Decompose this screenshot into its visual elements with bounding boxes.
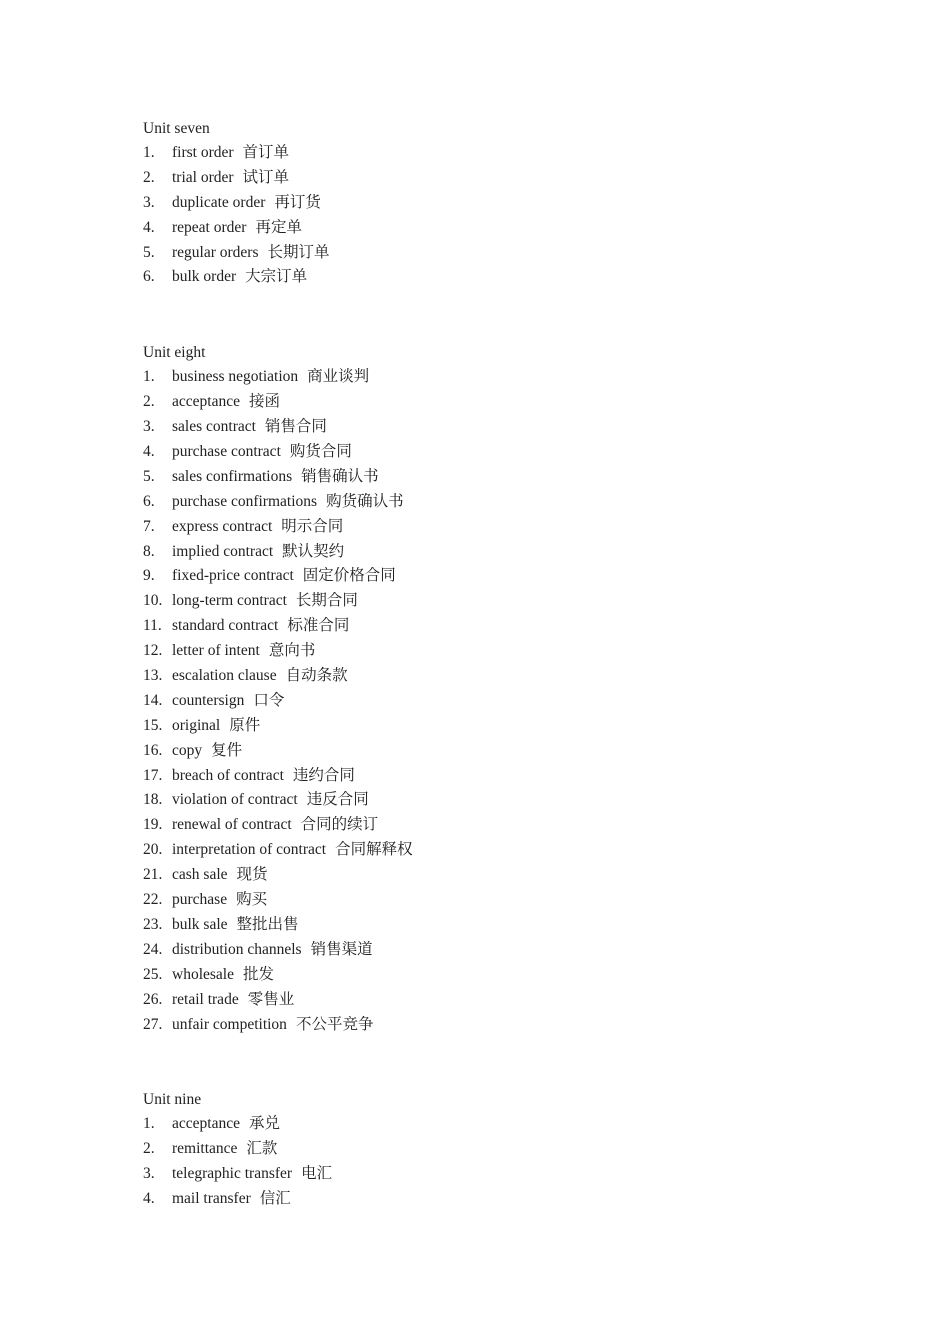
term-chinese: 商业谈判	[307, 368, 370, 386]
term-number: 3.	[143, 418, 155, 436]
term-row	[143, 589, 843, 614]
term-row	[143, 465, 843, 490]
term-number: 6.	[143, 268, 155, 286]
term-english: mail transfer	[172, 1190, 251, 1208]
term-row	[143, 440, 843, 465]
term-english: wholesale	[172, 965, 234, 983]
term-row	[143, 166, 843, 191]
term-number: 16.	[143, 741, 163, 759]
term-chinese: 承兑	[248, 1115, 280, 1133]
term-chinese: 违反合同	[306, 791, 369, 809]
term-english: purchase confirmations	[172, 492, 318, 510]
term-chinese: 自动条款	[285, 667, 348, 685]
term-row	[143, 1187, 843, 1212]
term-english: regular orders	[172, 243, 259, 261]
term-english: distribution channels	[172, 940, 302, 958]
term-english: escalation clause	[172, 667, 277, 685]
term-english: countersign	[172, 691, 245, 709]
term-chinese: 合同解释权	[335, 841, 413, 859]
term-row	[143, 888, 843, 913]
term-chinese: 不公平竞争	[295, 1015, 374, 1033]
term-english: purchase contract	[172, 443, 281, 461]
term-chinese: 购货确认书	[326, 492, 404, 510]
term-number: 25.	[143, 965, 163, 983]
term-row	[143, 1162, 843, 1187]
term-english: sales contract	[172, 418, 256, 436]
term-chinese: 整批出售	[236, 915, 299, 933]
term-number: 19.	[143, 816, 163, 834]
term-chinese: 意向书	[268, 642, 316, 660]
term-chinese: 零售业	[247, 990, 295, 1008]
term-row	[143, 739, 843, 764]
term-row	[143, 141, 843, 166]
term-number: 26.	[143, 990, 163, 1008]
term-number: 7.	[143, 517, 155, 535]
term-number: 24.	[143, 940, 163, 958]
term-chinese: 口令	[253, 691, 285, 709]
term-chinese: 原件	[229, 716, 261, 734]
term-english: bulk order	[172, 268, 237, 286]
term-chinese: 违约合同	[292, 766, 355, 784]
term-number: 23.	[143, 915, 163, 933]
term-row	[143, 813, 843, 838]
term-english: standard contract	[172, 617, 279, 635]
unit-section	[143, 116, 843, 290]
term-english: copy	[172, 741, 203, 759]
term-row	[143, 515, 843, 540]
term-english: express contract	[172, 517, 273, 535]
term-number: 15.	[143, 716, 163, 734]
term-row	[143, 664, 843, 689]
term-english: letter of intent	[172, 642, 260, 660]
term-chinese: 默认契约	[282, 542, 345, 560]
term-english: renewal of contract	[172, 816, 292, 834]
term-row	[143, 714, 843, 739]
term-chinese: 明示合同	[281, 517, 344, 535]
term-number: 27.	[143, 1015, 163, 1033]
term-row	[143, 963, 843, 988]
term-english: acceptance	[172, 393, 240, 411]
term-row	[143, 1137, 843, 1162]
term-number: 10.	[143, 592, 163, 610]
term-number: 9.	[143, 567, 155, 585]
term-chinese: 接函	[248, 393, 280, 411]
term-row	[143, 390, 843, 415]
term-row	[143, 614, 843, 639]
term-row	[143, 689, 843, 714]
term-chinese: 销售合同	[264, 418, 327, 436]
term-row	[143, 764, 843, 789]
term-number: 3.	[143, 1165, 155, 1183]
term-number: 1.	[143, 368, 155, 386]
term-number: 4.	[143, 1190, 155, 1208]
term-chinese: 固定价格合同	[302, 567, 396, 585]
term-number: 18.	[143, 791, 163, 809]
term-row	[143, 490, 843, 515]
term-row	[143, 988, 843, 1013]
term-row	[143, 639, 843, 664]
term-chinese: 首订单	[242, 144, 290, 161]
unit-section	[143, 1087, 843, 1212]
term-english: cash sale	[172, 866, 228, 884]
term-chinese: 批发	[242, 965, 274, 983]
term-row	[143, 564, 843, 589]
term-row	[143, 838, 843, 863]
term-english: retail trade	[172, 990, 239, 1008]
term-english: bulk sale	[172, 915, 228, 933]
term-row	[143, 863, 843, 888]
term-row	[143, 216, 843, 241]
term-english: telegraphic transfer	[172, 1165, 293, 1183]
term-english: duplicate order	[172, 193, 266, 211]
term-list	[143, 365, 843, 1037]
term-english: violation of contract	[172, 791, 298, 809]
term-chinese: 电汇	[301, 1165, 333, 1183]
term-english: long-term contract	[172, 592, 287, 610]
term-number: 2.	[143, 168, 155, 186]
term-chinese: 长期合同	[295, 592, 358, 610]
term-number: 11.	[143, 617, 162, 635]
term-number: 13.	[143, 667, 163, 685]
term-english: repeat order	[172, 218, 247, 236]
term-english: remittance	[172, 1140, 238, 1158]
term-english: unfair competition	[172, 1015, 287, 1033]
term-number: 4.	[143, 218, 155, 236]
term-chinese: 合同的续订	[300, 816, 379, 834]
term-row	[143, 1112, 843, 1137]
term-number: 5.	[143, 467, 155, 485]
term-number: 17.	[143, 766, 163, 784]
term-number: 14.	[143, 691, 163, 709]
term-row	[143, 540, 843, 565]
document-page	[143, 116, 843, 1212]
term-number: 5.	[143, 243, 155, 261]
term-english: interpretation of contract	[172, 841, 327, 859]
term-chinese: 信汇	[259, 1190, 291, 1208]
term-number: 4.	[143, 443, 155, 461]
term-english: breach of contract	[172, 766, 284, 784]
term-chinese: 现货	[236, 866, 268, 884]
term-chinese: 再订货	[274, 193, 321, 211]
term-english: implied contract	[172, 542, 274, 560]
term-number: 1.	[143, 144, 155, 161]
term-row	[143, 191, 843, 216]
term-english: acceptance	[172, 1115, 240, 1133]
unit-section	[143, 340, 843, 1037]
term-number: 2.	[143, 393, 155, 411]
term-row	[143, 788, 843, 813]
term-number: 3.	[143, 193, 155, 211]
term-chinese: 销售渠道	[310, 940, 373, 958]
unit-title: Unit eight	[143, 344, 206, 362]
term-number: 12.	[143, 642, 163, 660]
term-chinese: 大宗订单	[245, 268, 308, 286]
term-chinese: 长期订单	[267, 243, 330, 261]
term-english: original	[172, 716, 221, 734]
unit-title: Unit nine	[143, 1091, 202, 1109]
term-row	[143, 241, 843, 266]
term-english: sales confirmations	[172, 467, 293, 485]
term-row	[143, 365, 843, 390]
term-row	[143, 1013, 843, 1038]
term-chinese: 汇款	[246, 1140, 278, 1158]
term-number: 8.	[143, 542, 155, 560]
term-number: 20.	[143, 841, 163, 859]
term-number: 2.	[143, 1140, 155, 1158]
term-english: business negotiation	[172, 368, 299, 386]
term-row	[143, 415, 843, 440]
term-chinese: 销售确认书	[301, 467, 379, 485]
term-number: 6.	[143, 492, 155, 510]
term-row	[143, 938, 843, 963]
term-english: purchase	[172, 891, 228, 909]
term-number: 1.	[143, 1115, 155, 1133]
term-list	[143, 1112, 843, 1212]
term-chinese: 试订单	[242, 168, 290, 186]
term-chinese: 购货合同	[289, 443, 352, 461]
term-chinese: 标准合同	[287, 617, 350, 635]
term-english: trial order	[172, 168, 234, 186]
term-list	[143, 141, 843, 290]
term-english: first order	[172, 144, 234, 161]
term-row	[143, 265, 843, 290]
term-number: 21.	[143, 866, 163, 884]
term-number: 22.	[143, 891, 163, 909]
term-chinese: 再定单	[255, 218, 302, 236]
term-chinese: 复件	[211, 741, 243, 759]
term-chinese: 购买	[236, 891, 268, 909]
term-english: fixed-price contract	[172, 567, 294, 585]
unit-title: Unit seven	[143, 120, 210, 137]
term-row	[143, 913, 843, 938]
